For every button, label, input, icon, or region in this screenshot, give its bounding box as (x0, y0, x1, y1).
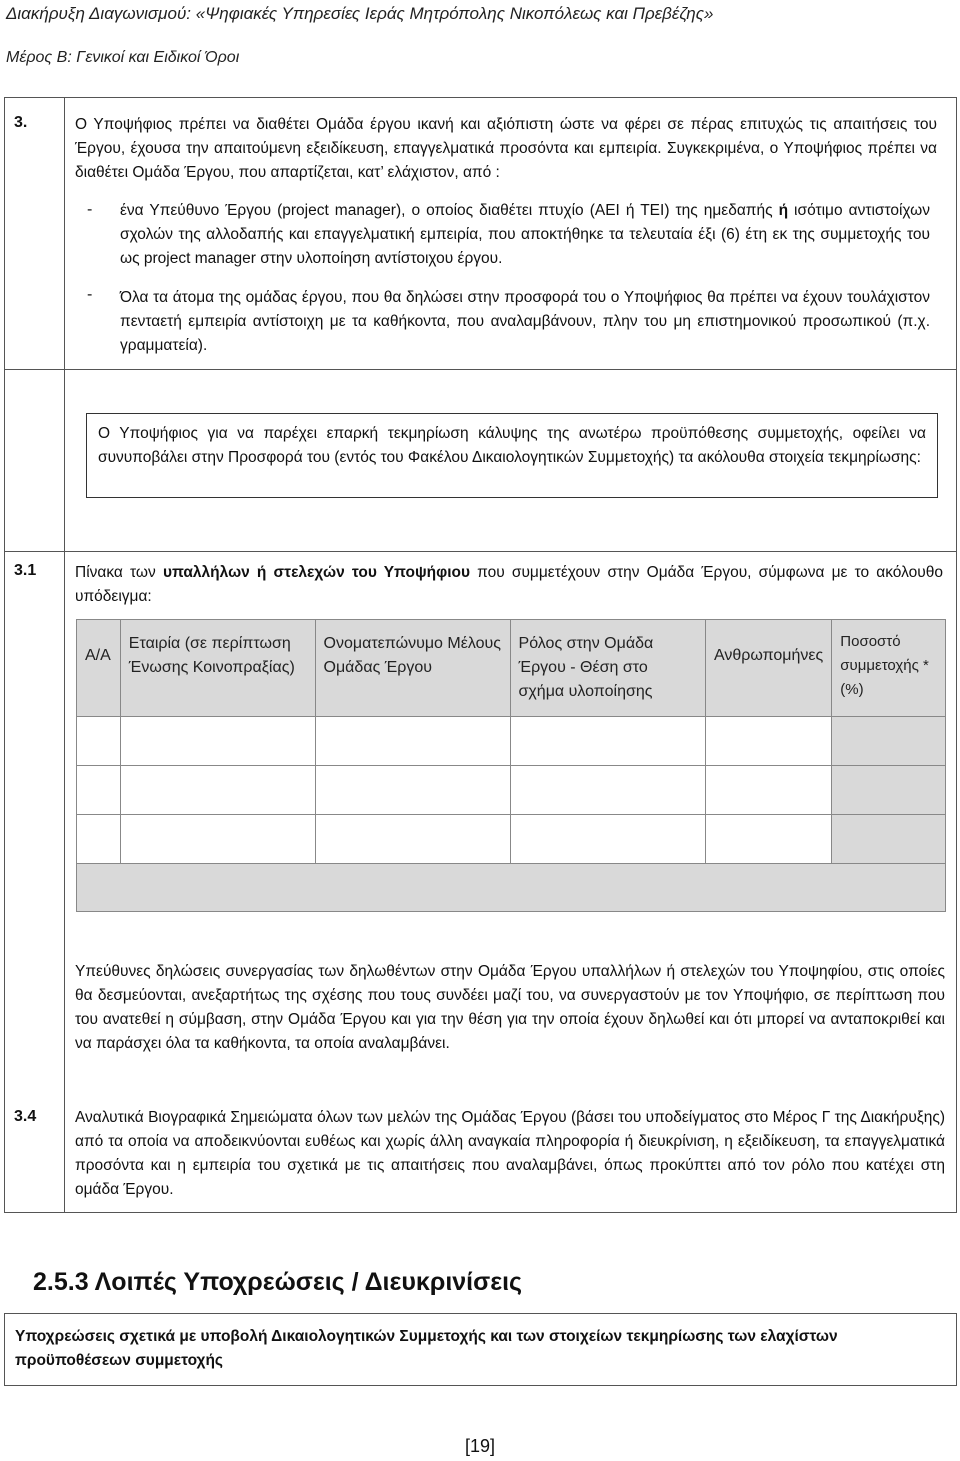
table-cell[interactable] (510, 815, 705, 864)
bullet-1-text-a: ένα Υπεύθυνο Έργου (project manager), ο οποίος διαθέτει πτυχίο (ΑΕΙ ή ΤΕΙ) της ημεδαπής (120, 202, 779, 219)
declarations-text: Υπεύθυνες δηλώσεις συνεργασίας των δηλωθέντων στην Ομάδα Έργου υπαλλήλων ή στελεχών του Υποψηφίου, στις οποίες θα δεσμεύονται, ανεξαρτήτως της σχέσης που τους συνδέει μαζί του, να συνεργαστούν με τον Υποψήφιο, σε περίπτωση που του ανατεθεί η σύμβαση, στην Ομάδα Έργου και για την θέση για την οποία έχουν δηλωθεί και ότι μπορεί να ανταποκριθεί και να παράσχει όλα τα καθήκοντα, τα οποία αναλαμβάνει. (75, 963, 945, 1052)
document-header-title: Διακήρυξη Διαγωνισμού: «Ψηφιακές Υπηρεσίες Ιεράς Μητρόπολης Νικοπόλεως και Πρεβέζης» (6, 4, 714, 23)
table-row (77, 766, 946, 815)
header-man-months: Ανθρωπομήνες (705, 620, 831, 717)
header-company: Εταιρία (σε περίπτωση Ένωσης Κοινοπραξίας) (120, 620, 315, 717)
bullet-1-bold: ή (778, 202, 789, 219)
table-cell[interactable] (77, 717, 121, 766)
table-cell[interactable] (77, 815, 121, 864)
document-header-part: Μέρος Β: Γενικοί και Ειδικοί Όροι (6, 49, 240, 66)
table-cell[interactable] (832, 815, 946, 864)
header-participation: Ποσοστό συμμετοχής * (%) (832, 620, 946, 717)
note-text: Ο Υποψήφιος για να παρέχει επαρκή τεκμηρίωση κάλυψης της ανωτέρω προϋπόθεσης συμμετοχής, οφείλει να συνυποβάλει στην Προσφορά του (εντός του Φακέλου Δικαιολογητικών Συμμετοχής) τα ακόλουθα στοιχεία τεκμηρίωσης: (98, 425, 926, 466)
table-total-cell (77, 864, 946, 912)
table-cell[interactable] (705, 717, 831, 766)
item-3-number: 3. (14, 114, 28, 131)
bullet-1-text-b: ισότιμο αντιστοίχων σχολών της αλλοδαπής και επαγγελματική εμπειρία, που αποκτήθηκε τα τελευταία έξι (6) έτη εκ της συμμετοχής του ως project manager στην υλοποίηση αντίστοιχου έργου. (120, 202, 930, 267)
item-31-number-cell (4, 551, 65, 1213)
table-row (77, 815, 946, 864)
table-total-row (77, 864, 946, 912)
bullet-1-dash: - (87, 201, 93, 218)
table-cell[interactable] (705, 766, 831, 815)
item-31-number: 3.1 (14, 562, 37, 579)
obligations-box (4, 1313, 957, 1386)
header-role: Ρόλος στην Ομάδα Έργου - Θέση στο σχήμα υλοποίησης (510, 620, 705, 717)
header-member-name: Ονοματεπώνυμο Μέλους Ομάδας Έργου (315, 620, 510, 717)
obligations-text: Υποχρεώσεις σχετικά με υποβολή Δικαιολογητικών Συμμετοχής και των στοιχείων τεκμηρίωσης των ελαχίστων προϋποθέσεων συμμετοχής (15, 1328, 838, 1369)
item-3-content-cell (64, 97, 957, 370)
item-31-text-bold: υπαλλήλων ή στελεχών του Υποψήφιου (162, 564, 470, 581)
item-31-content-cell (64, 551, 957, 1213)
note-box (86, 413, 938, 498)
table-cell[interactable] (315, 766, 510, 815)
table-cell[interactable] (77, 766, 121, 815)
table-cell[interactable] (510, 766, 705, 815)
item-3-number-cell (4, 97, 65, 370)
bullet-1-text (120, 199, 930, 271)
item-34-number: 3.4 (14, 1108, 37, 1125)
table-cell[interactable] (510, 717, 705, 766)
table-cell[interactable] (120, 815, 315, 864)
note-left-cell (4, 369, 65, 552)
table-cell[interactable] (120, 717, 315, 766)
team-table (76, 619, 946, 912)
item-34-text: Αναλυτικά Βιογραφικά Σημειώματα όλων των μελών της Ομάδας Έργου (βάσει του υποδείγματος στο Μέρος Γ της Διακήρυξης) από τα οποία να αποδεικνύονται ευθέως και χωρίς άλλη αναγκαία πληροφορία ή διευκρίνιση, η εξειδίκευση, τα επαγγελματικά προσόντα και η εμπειρία του σχετικά με τις απαιτήσεις που αναλαμβάνει, όπως προκύπτει από τον ρόλο που κατέχει στη ομάδα Έργου. (75, 1109, 945, 1198)
note-content-cell (64, 369, 957, 552)
section-heading: 2.5.3 Λοιπές Υποχρεώσεις / Διευκρινίσεις (33, 1268, 523, 1296)
table-row (77, 717, 946, 766)
header-aa: Α/Α (77, 620, 121, 717)
page-number: [19] (464, 1436, 496, 1456)
item-3-text: Ο Υποψήφιος πρέπει να διαθέτει Ομάδα έργου ικανή και αξιόπιστη ώστε να φέρει σε πέρας επιτυχώς τις απαιτήσεις του Έργου, έχουσα την απαιτούμενη εξειδίκευση, επαγγελματικά προσόντα και εμπειρία. Συγκεκριμένα, ο Υποψήφιος πρέπει να διαθέτει Ομάδα Έργου, που απαρτίζεται, κατ’ ελάχιστον, από : (75, 116, 937, 181)
bullet-2-dash: - (87, 286, 93, 303)
table-cell[interactable] (315, 815, 510, 864)
bullet-2-text: Όλα τα άτομα της ομάδας έργου, που θα δηλώσει στην προσφορά του ο Υποψήφιος θα πρέπει να έχουν τουλάχιστον πενταετή εμπειρία αντίστοιχη με τα καθήκοντα, που αναλαμβάνουν, πλην του μη επιστημονικού προσωπικού (π.χ. γραμματεία). (120, 289, 930, 354)
item-31-text-b: που συμμετέχουν στην Ομάδα Έργου, σύμφωνα με το ακόλουθο υπόδειγμα: (75, 564, 943, 605)
table-cell[interactable] (705, 815, 831, 864)
table-cell[interactable] (315, 717, 510, 766)
table-cell[interactable] (832, 717, 946, 766)
table-cell[interactable] (120, 766, 315, 815)
item-31-text (75, 561, 943, 609)
table-cell[interactable] (832, 766, 946, 815)
item-31-text-a: Πίνακα των (75, 564, 163, 581)
